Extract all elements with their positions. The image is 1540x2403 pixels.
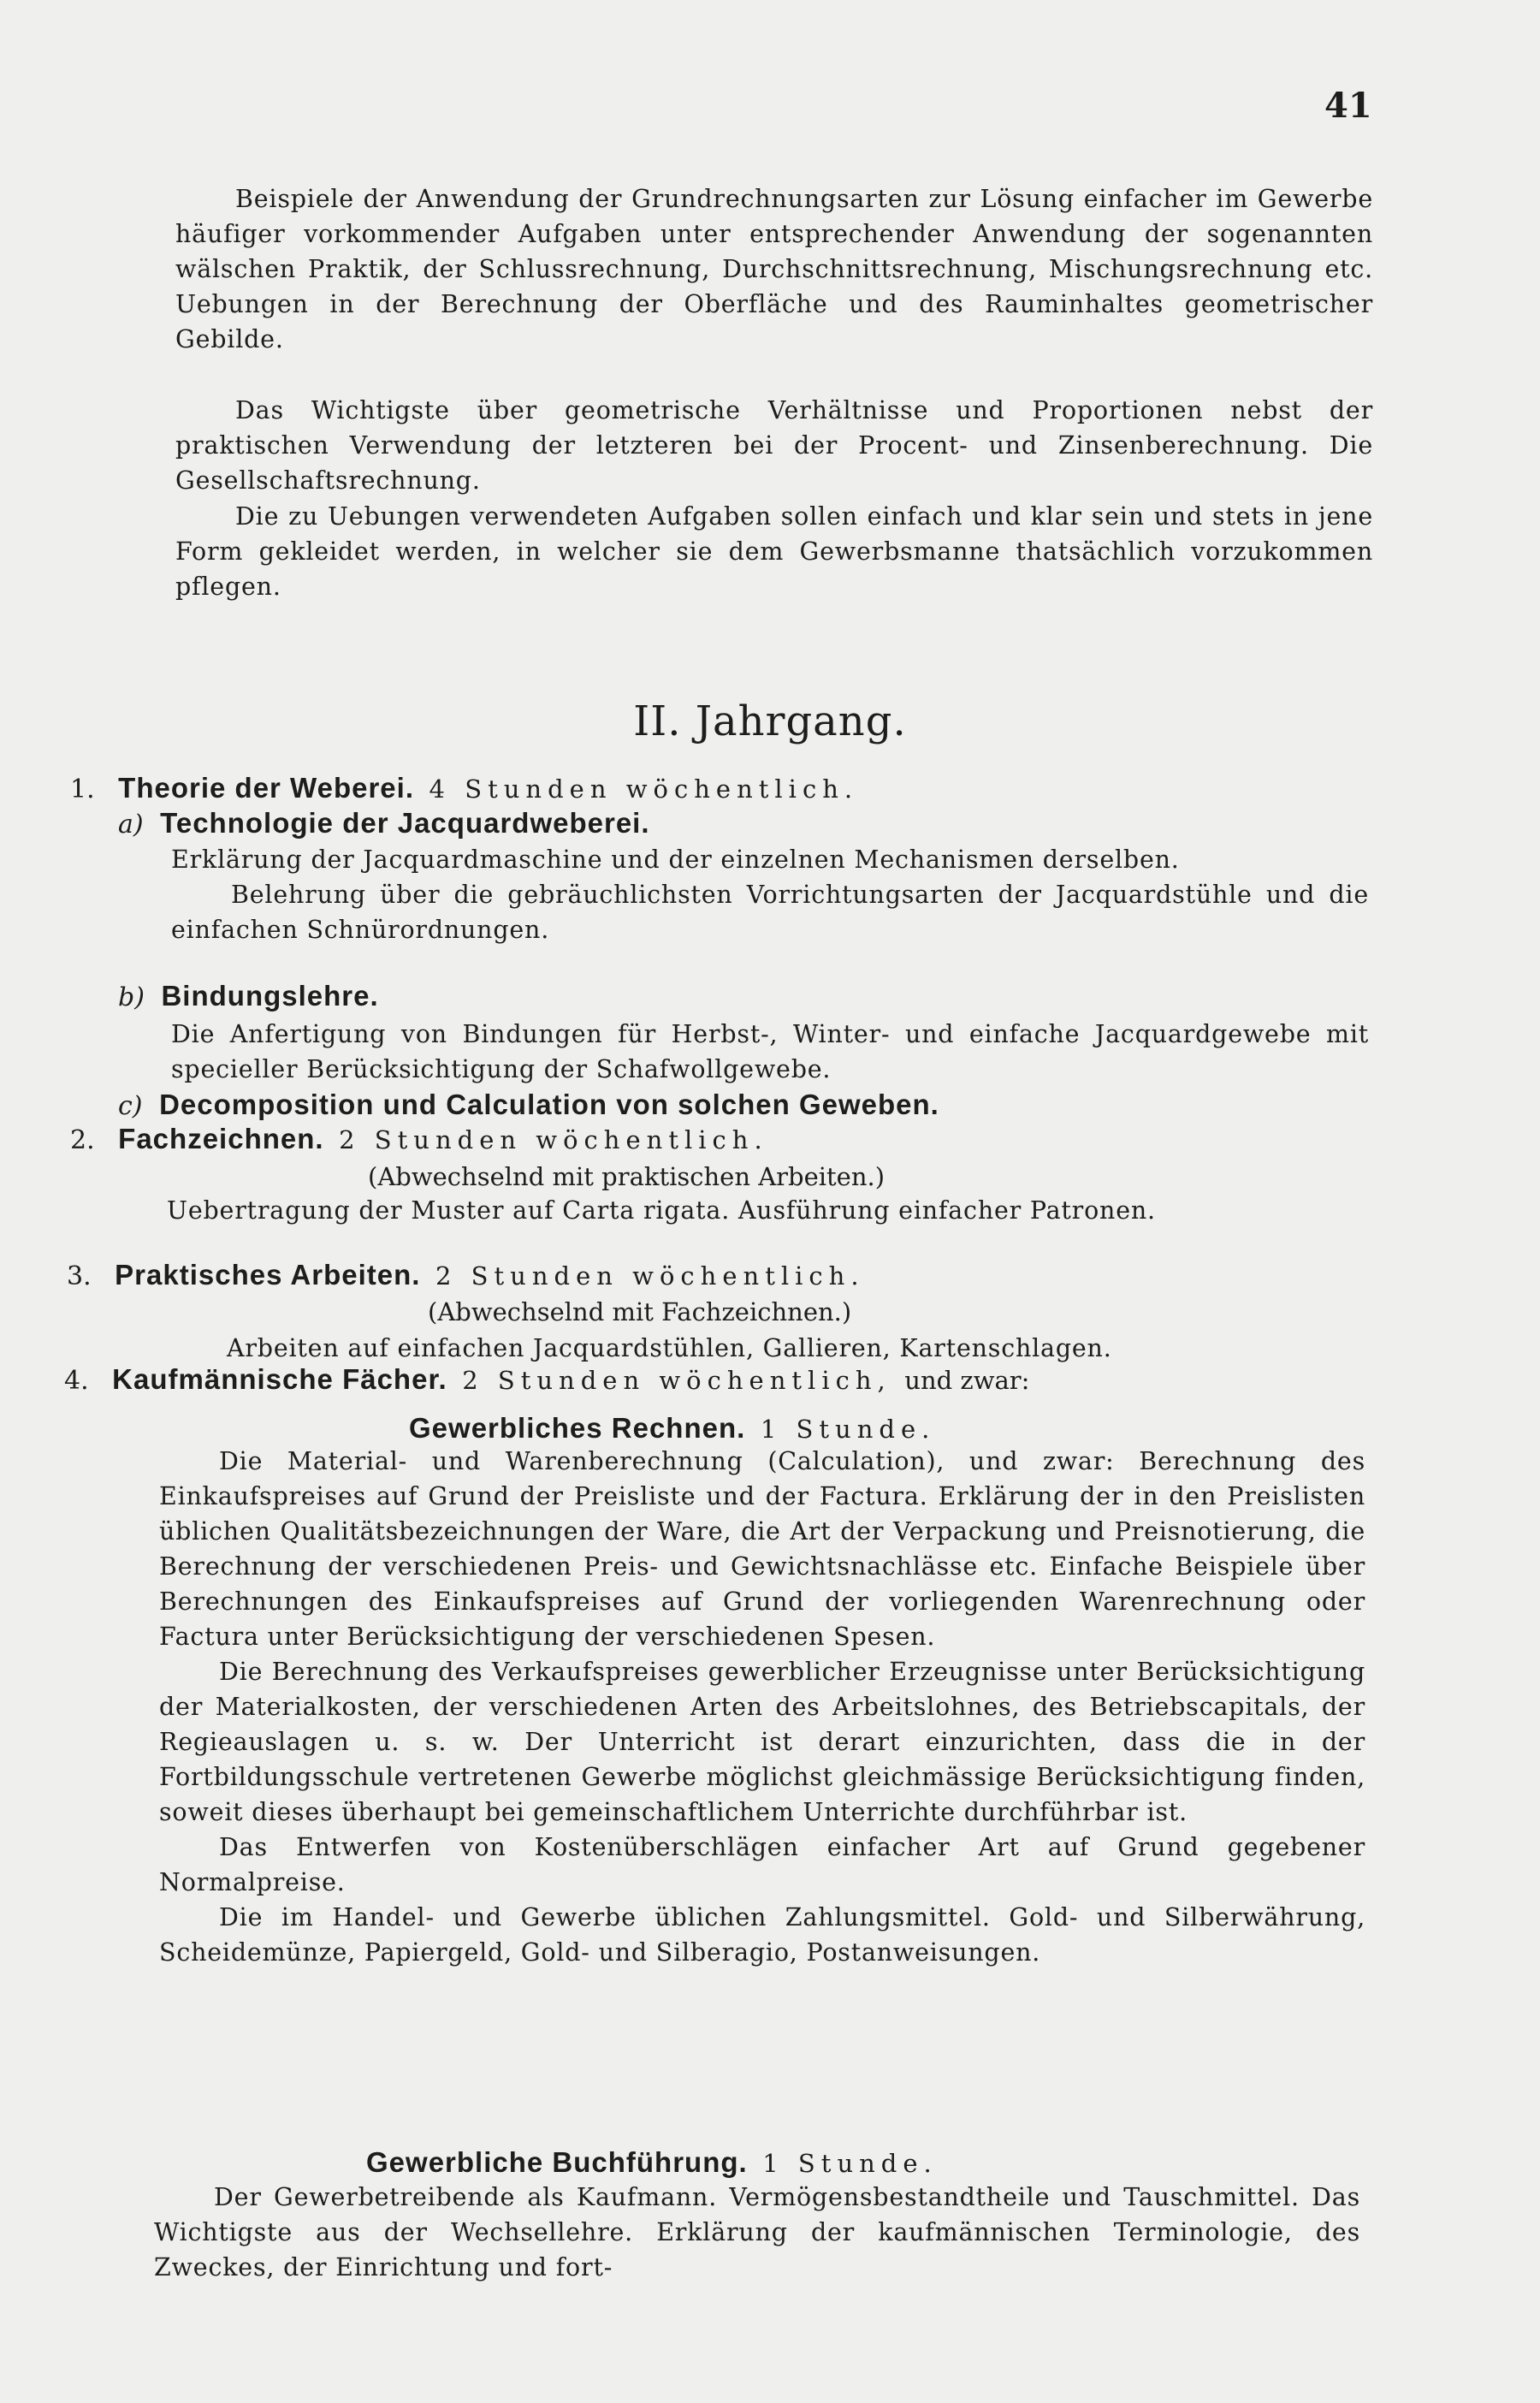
buchfuehrung-hours: 1 Stunde. <box>762 2149 938 2178</box>
rechnen-paragraph-4: Die im Handel- und Gewerbe üblichen Zahlungsmittel. Gold- und Silberwährung, Scheidemünze, Papiergeld, Gold- und Silberagio, Postanweisungen. <box>159 1903 1365 1967</box>
item-c-title: Decomposition und Calculation von solchen Geweben. <box>159 1089 939 1120</box>
rechnen-paragraph-1: Die Material- und Warenberechnung (Calculation), und zwar: Berechnung des Einkaufspreises auf Grund der Preisliste und der Factura. Erklärung der in den Preislisten üblichen Qualitätsbezeichnungen der Ware, die Art der Verpackung und Preisnotierung, die Berechnung der verschiedenen Preis- und Gewichtsnachlässe etc. Einfache Beispiele über Berechnungen des Einkaufspreises auf Grund der vorliegenden Warenrechnung oder Factura unter Berücksichtigung der verschiedenen Spesen. <box>159 1447 1365 1651</box>
item-3-note: (Abwechselnd mit Fachzeichnen.) <box>428 1297 852 1326</box>
item-3-body <box>163 1331 1369 1366</box>
buchfuehrung-heading <box>366 2145 938 2182</box>
item-b-text: Die Anfertigung von Bindungen für Herbst-, Winter- und einfache Jacquardgewebe mit specieller Berücksichtigung der Schafwollgewebe. <box>171 1020 1369 1083</box>
item-c-row <box>118 1087 939 1124</box>
page-number: 41 <box>1324 86 1372 126</box>
item-1-row <box>70 770 858 808</box>
item-a-text-2: Belehrung über die gebräuchlichsten Vorrichtungsarten der Jacquardstühle und die einfachen Schnürordnungen. <box>171 881 1369 944</box>
rechnen-body <box>159 1444 1365 1970</box>
item-1-title: Theorie der Weberei. <box>118 772 414 804</box>
item-3-title: Praktisches Arbeiten. <box>115 1259 421 1290</box>
item-a-title: Technologie der Jacquardweberei. <box>160 807 650 839</box>
item-b-body <box>171 1017 1369 1087</box>
intro-paragraph-3: Die zu Uebungen verwendeten Aufgaben sollen einfach und klar sein und stets in jene Form gekleidet werden, in welcher sie dem Gewerbsmanne thatsächlich vorzukommen pflegen. <box>175 502 1373 601</box>
item-2-title: Fachzeichnen. <box>118 1123 324 1154</box>
item-2-row <box>70 1121 768 1159</box>
intro-paragraph-1: Beispiele der Anwendung der Grundrechnungsarten zur Lösung einfacher im Gewerbe häufiger vorkommender Aufgaben unter entsprechender Anwendung der sogenannten wälschen Praktik, der Schlussrechnung, Durchschnittsrechnung, Mischungsrechnung etc. Uebungen in der Berechnung der Oberfläche und des Rauminhaltes geometrischer Gebilde. <box>175 185 1373 353</box>
buchfuehrung-body <box>154 2180 1360 2285</box>
item-4-row <box>64 1362 1029 1399</box>
item-b-row <box>118 978 379 1016</box>
item-4-title: Kaufmännische Fächer. <box>112 1363 447 1395</box>
item-2-text: Uebertragung der Muster auf Carta rigata. Ausführung einfacher Patronen. <box>167 1196 1156 1225</box>
item-2-number: 2. <box>70 1125 95 1155</box>
item-1-number: 1. <box>70 774 95 804</box>
item-4-hours: 2 Stunden wöchentlich, <box>462 1366 891 1395</box>
item-1-hours: 4 Stunden wöchentlich. <box>429 774 859 804</box>
item-a-text-1: Erklärung der Jacquardmaschine und der einzelnen Mechanismen derselben. <box>171 846 1180 874</box>
item-b-title: Bindungslehre. <box>161 980 379 1012</box>
item-2-body <box>167 1193 1365 1228</box>
item-2-hours: 2 Stunden wöchentlich. <box>339 1125 768 1154</box>
rechnen-heading <box>409 1410 935 1448</box>
item-2-note: (Abwechselnd mit praktischen Arbeiten.) <box>368 1162 886 1191</box>
buchfuehrung-title: Gewerbliche Buchführung. <box>366 2146 748 2178</box>
item-4-number: 4. <box>64 1366 89 1396</box>
item-3-row <box>67 1257 865 1295</box>
section-heading: II. Jahrgang. <box>633 697 907 745</box>
rechnen-paragraph-2: Die Berechnung des Verkaufspreises gewerblicher Erzeugnisse unter Berücksichtigung der Materialkosten, der verschiedenen Arten des Arbeitslohnes, des Betriebscapitals, der Regieauslagen u. s. w. Der Unterricht ist derart einzurichten, dass die in der Fortbildungsschule vertretenen Gewerbe möglichst gleichmässige Berücksichtigung finden, soweit dieses überhaupt bei gemeinschaftlichem Unterrichte durchführbar ist. <box>159 1658 1365 1826</box>
intro-paragraph-2: Das Wichtigste über geometrische Verhältnisse und Proportionen nebst der praktischen Verwendung der letzteren bei der Procent- und Zinsenberechnung. Die Gesellschaftsrechnung. <box>175 396 1373 495</box>
item-3-hours: 2 Stunden wöchentlich. <box>435 1261 865 1290</box>
buchfuehrung-paragraph-1: Der Gewerbetreibende als Kaufmann. Vermögensbestandtheile und Tauschmittel. Das Wichtigste aus der Wechsellehre. Erklärung der kaufmännischen Terminologie, des Zweckes, der Einrichtung und fort- <box>154 2183 1360 2281</box>
item-3-text: Arbeiten auf einfachen Jacquardstühlen, Gallieren, Kartenschlagen. <box>227 1334 1112 1362</box>
item-a-letter: a) <box>118 810 144 840</box>
item-c-letter: c) <box>118 1091 143 1121</box>
item-a-row <box>118 805 650 843</box>
rechnen-hours: 1 Stunde. <box>760 1415 936 1444</box>
item-3-number: 3. <box>67 1261 92 1291</box>
rechnen-title: Gewerbliches Rechnen. <box>409 1412 746 1444</box>
item-4-tail: und zwar: <box>904 1366 1030 1395</box>
item-a-body <box>171 842 1369 947</box>
rechnen-paragraph-3: Das Entwerfen von Kostenüberschlägen einfacher Art auf Grund gegebener Normalpreise. <box>159 1833 1365 1896</box>
item-b-letter: b) <box>118 982 145 1012</box>
